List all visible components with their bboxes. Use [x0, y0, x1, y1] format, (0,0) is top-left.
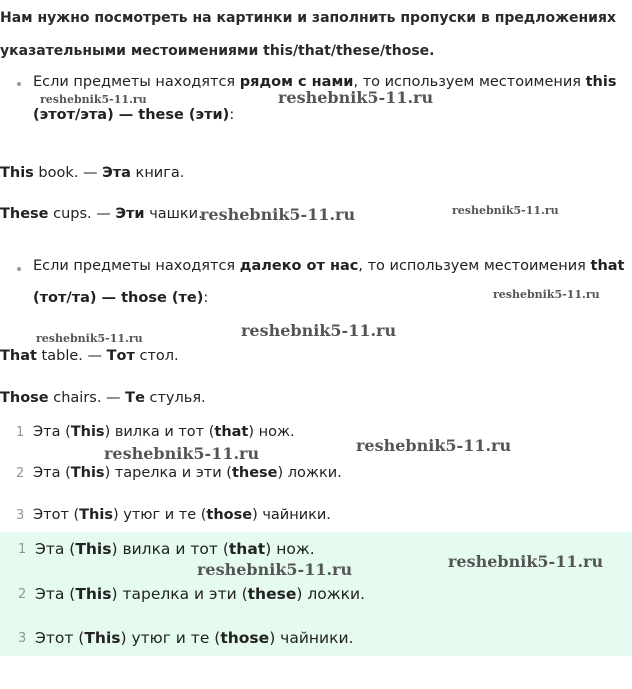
example-that-table: That table. — Тот стол. — [0, 348, 179, 364]
watermark: reshebnik5-11.ru — [241, 321, 397, 340]
example-those-chairs: Those chairs. — Те стулья. — [0, 390, 206, 406]
bullet-dot — [17, 267, 21, 271]
watermark: reshebnik5-11.ru — [356, 436, 512, 455]
watermark: reshebnik5-11.ru — [40, 93, 147, 106]
watermark: reshebnik5-11.ru — [278, 88, 434, 107]
intro-line-2: указательными местоимениями this/that/these/those. — [0, 43, 435, 59]
rule-near-line-1: Если предметы находятся рядом с нами, то используем местоимения this — [33, 74, 617, 90]
rule-far-line-1: Если предметы находятся далеко от нас, то используем местоимения that — [33, 258, 625, 274]
intro-line-1: Нам нужно посмотреть на картинки и заполнить пропуски в предложениях — [0, 10, 617, 26]
example-this-book: This book. — Эта книга. — [0, 165, 185, 181]
example-these-cups: These cups. — Эти чашки. — [0, 206, 203, 222]
watermark: reshebnik5-11.ru — [452, 204, 559, 217]
watermark: reshebnik5-11.ru — [197, 560, 353, 579]
watermark: reshebnik5-11.ru — [200, 205, 356, 224]
watermark: reshebnik5-11.ru — [448, 552, 604, 571]
rule-far-line-2: (тот/та) — those (те): — [33, 290, 209, 306]
bullet-dot — [17, 82, 21, 86]
watermark: reshebnik5-11.ru — [493, 288, 600, 301]
watermark: reshebnik5-11.ru — [104, 444, 260, 463]
rule-near-line-2: (этот/эта) — these (эти): — [33, 107, 235, 123]
watermark: reshebnik5-11.ru — [36, 332, 143, 345]
